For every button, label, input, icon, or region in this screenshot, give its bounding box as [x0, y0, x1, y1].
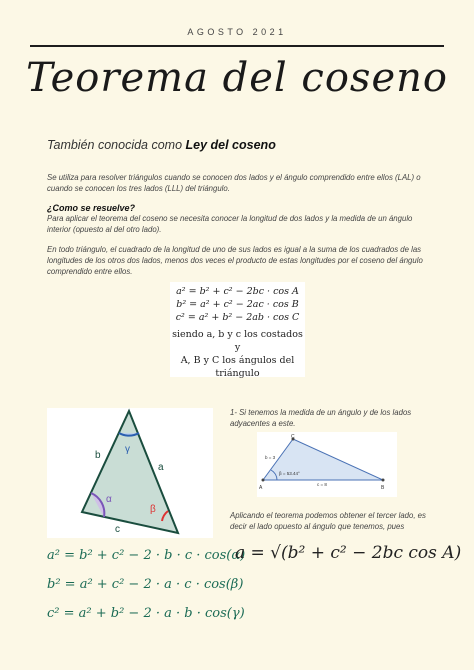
side-c-label: c: [115, 524, 120, 535]
side-a-label: a: [158, 462, 164, 473]
step-2-text: Aplicando el teorema podemos obtener el tercer lado, es decir el lado opuesto al ángulo que tenemos, pues: [230, 511, 426, 531]
how-text-2: En todo triángulo, el cuadrado de la longitud de uno de sus lados es igual a la suma de los cuadrados de las longitudes de los otros dos lados, menos dos veces el producto de estas longitudes por el coseno del ángulo comprendido entre ellos.: [47, 245, 423, 276]
side-b-label: b: [95, 450, 101, 461]
vertex-b: B: [381, 485, 385, 491]
side-b-value: b = 3: [265, 455, 276, 460]
triangle-figure: [47, 408, 213, 538]
formula-note-2: A, B y C los ángulos del: [180, 355, 295, 366]
step-1-text: 1- Si tenemos la medida de un ángulo y de los lados adyacentes a este.: [230, 408, 412, 428]
formula-note-1: siendo a, b y c los costados y: [172, 329, 303, 353]
example-triangle-svg: [257, 432, 397, 497]
triangle-svg: [47, 408, 213, 538]
vertex-a: A: [259, 485, 263, 491]
beta-label: β: [150, 504, 156, 515]
vertex-c: C: [291, 434, 295, 440]
equation-b: b² = a² + c² − 2 · a · c · cos(β): [47, 577, 244, 592]
how-heading: ¿Como se resuelve?: [47, 203, 136, 213]
formula-note-3: triángulo: [215, 368, 260, 379]
side-c-value: c = 8: [317, 482, 327, 487]
formula-box: [170, 282, 305, 377]
formula-1: a² = b² + c² − 2bc · cos A: [176, 286, 299, 297]
date: AGOSTO 2021: [187, 27, 287, 37]
how-text-1: Para aplicar el teorema del coseno se necesita conocer la longitud de dos lados y la medida de un ángulo interior (opuesto al del otro lado).: [47, 214, 413, 234]
usage-text: Se utiliza para resolver triángulos cuando se conocen dos lados y el ángulo comprendido entre ellos (LAL) o cuando se conocen los tres lados (LLL) del triángulo.: [47, 173, 421, 193]
example-triangle-figure: [257, 432, 397, 497]
equation-c: c² = a² + b² − 2 · a · b · cos(γ): [47, 606, 245, 621]
formula-3: c² = a² + b² − 2ab · cos C: [175, 312, 300, 323]
gamma-label: γ: [125, 444, 130, 455]
page-title: Teorema del coseno: [26, 55, 448, 101]
subtitle-prefix: También conocida como: [47, 138, 186, 152]
alpha-label: α: [106, 494, 112, 505]
final-formula: a = √(b² + c² − 2bc cos A): [235, 543, 462, 563]
divider: [30, 45, 444, 47]
equation-a: a² = b² + c² − 2 · b · c · cos(α): [47, 548, 246, 563]
formula-2: b² = a² + c² − 2ac · cos B: [176, 299, 299, 310]
subtitle-bold: Ley del coseno: [185, 138, 276, 152]
angle-value: β = 53.44°: [279, 471, 300, 476]
subtitle: [47, 138, 276, 152]
